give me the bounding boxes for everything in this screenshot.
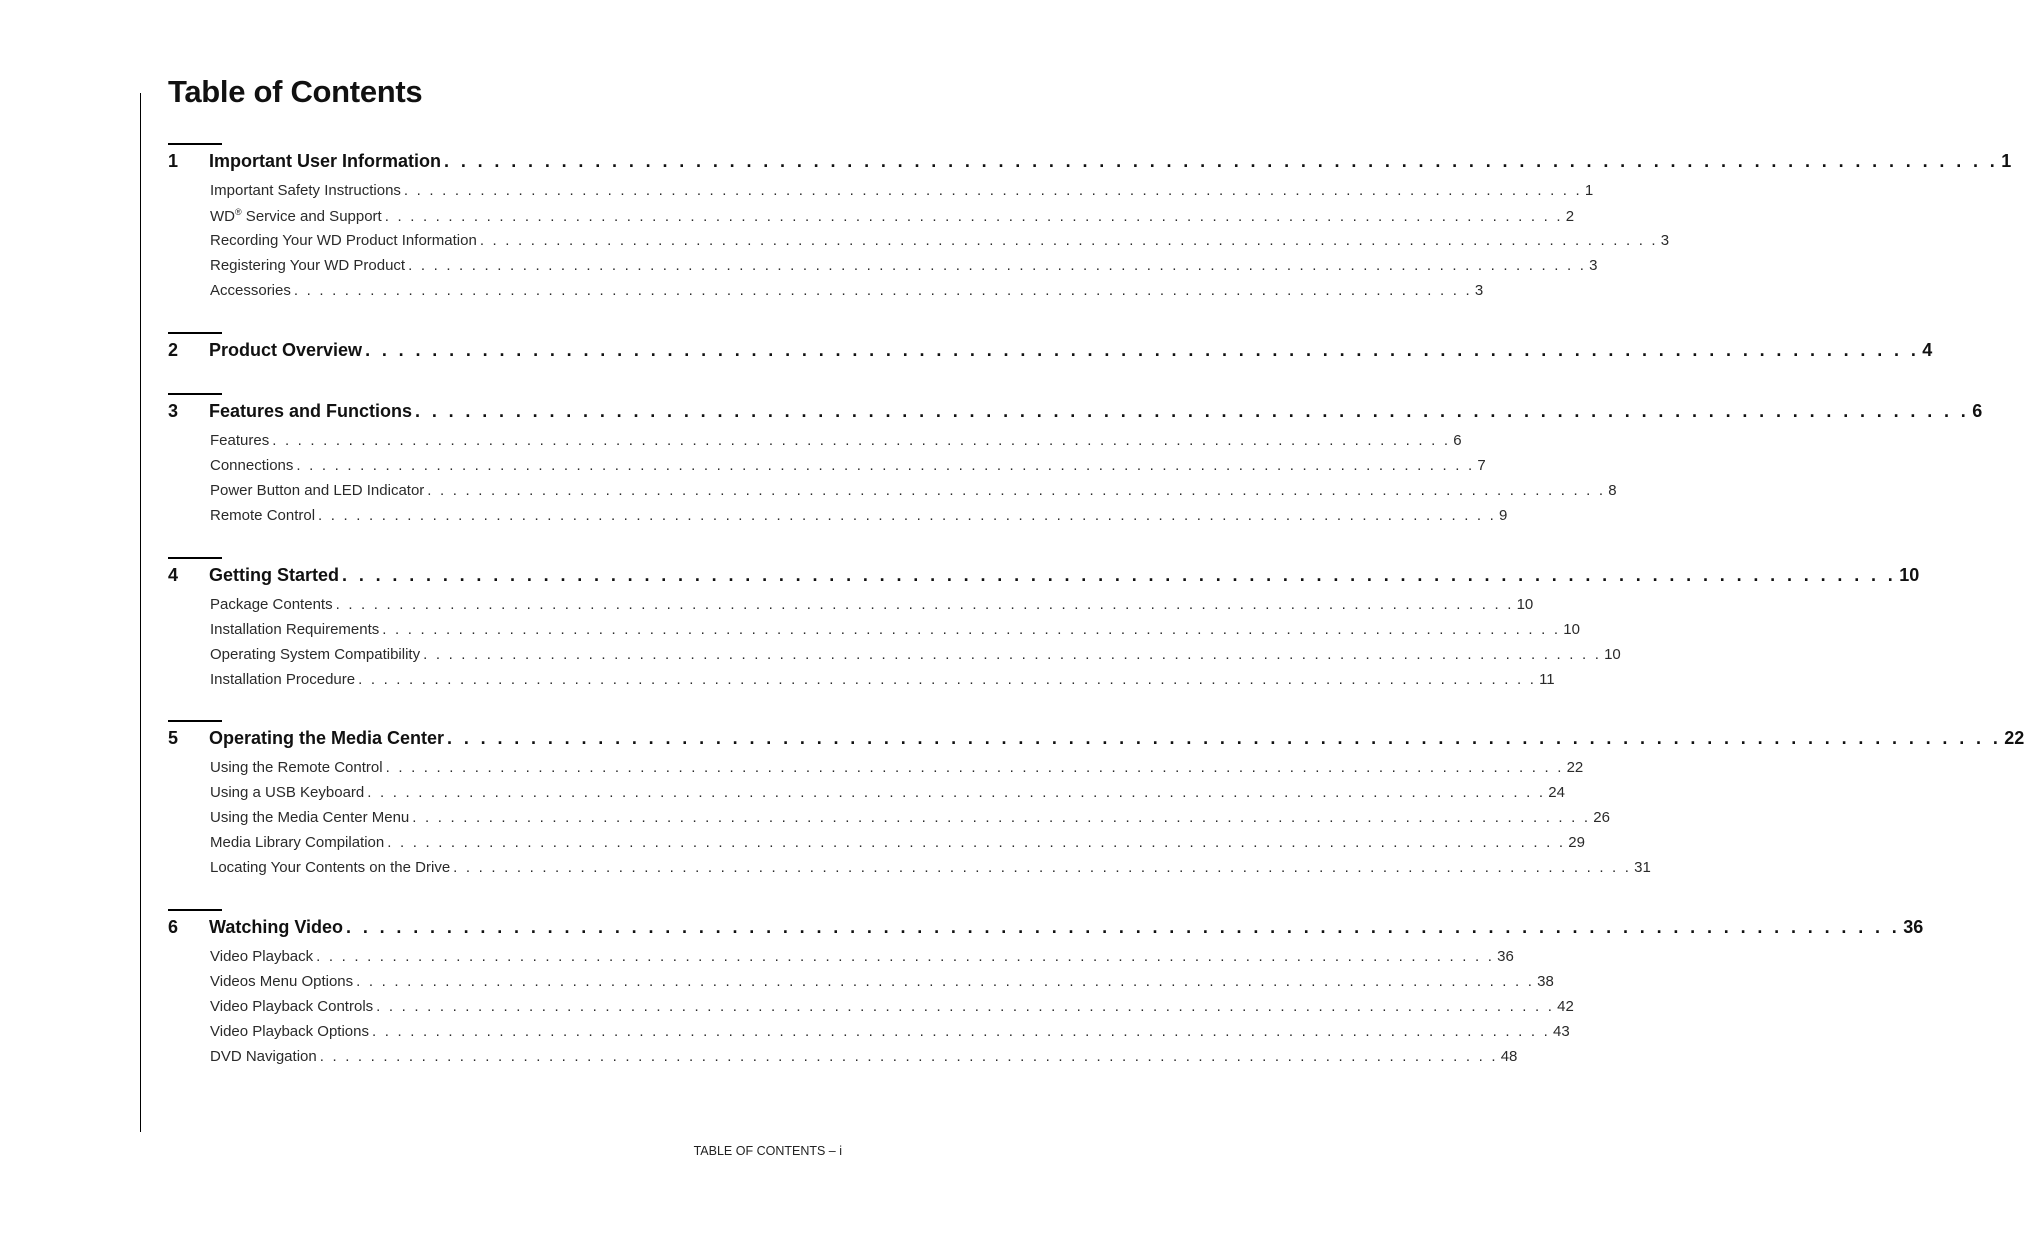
section-item[interactable] (210, 432, 1462, 457)
section-item[interactable] (210, 596, 1534, 621)
chapter-title: Getting Started (209, 565, 340, 585)
section-title-brand: WD (210, 208, 235, 225)
section-title: Registering Your WD Product (210, 257, 406, 274)
dot-leader: . . . . . . . . . . . . . . . . . . . . . . . . . . . . . . . . . . . . . . . . . . . . . . . . . . . . . . . . . . . . . . . . . . . . . . . . . . . . . . . . . . . . . . . . . . . . . (296, 457, 1475, 474)
chapter-2-heading[interactable] (168, 340, 1933, 362)
section-item[interactable] (210, 784, 1565, 809)
section-page: 11 (1539, 671, 1555, 688)
dot-leader: . . . . . . . . . . . . . . . . . . . . . . . . . . . . . . . . . . . . . . . . . . . . . . . . . . . . . . . . . . . . . . . . . . . . . . . . . . . . . . . . . . . . . . . . . . . . . (372, 1023, 1550, 1040)
section-title: Remote Control (210, 507, 316, 524)
chapter-number: 6 (168, 917, 179, 937)
chapter-4 (168, 557, 1920, 720)
chapter-page: 1 (2001, 151, 2012, 171)
section-page: 9 (1499, 507, 1508, 524)
chapter-3-heading[interactable] (168, 401, 1983, 423)
section-item[interactable] (210, 759, 1584, 784)
section-item[interactable] (210, 507, 1508, 532)
section-item[interactable] (210, 1023, 1570, 1048)
dot-leader: . . . . . . . . . . . . . . . . . . . . . . . . . . . . . . . . . . . . . . . . . . . . . . . . . . . . . . . . . . . . . . . . . . . . . . . . . . . . . . . . . . . . . . . . . . . . . (384, 208, 1563, 225)
section-title: Installation Procedure (210, 671, 356, 688)
section-item[interactable] (210, 671, 1555, 696)
section-list (168, 596, 1621, 696)
chapter-4-heading[interactable] (168, 565, 1920, 587)
section-item[interactable] (210, 973, 1554, 998)
section-title: Using a USB Keyboard (210, 784, 365, 801)
section-item[interactable] (210, 948, 1514, 973)
section-title: Connections (210, 457, 294, 474)
dot-leader: . . . . . . . . . . . . . . . . . . . . . . . . . . . . . . . . . . . . . . . . . . . . . . . . . . . . . . . . . . . . . . . . . . . . . . . . . . . . . . . . . . . . . . . . . . . . . (423, 646, 1602, 663)
dot-leader: . . . . . . . . . . . . . . . . . . . . . . . . . . . . . . . . . . . . . . . . . . . . . . . . . . . . . . . . . . . . . . . . . . . . . . . . . . . . . . . . . . . . . . . . . . . . . (427, 482, 1606, 499)
chapter-number: 1 (168, 151, 179, 171)
section-item[interactable] (210, 207, 1575, 232)
dot-leader: . . . . . . . . . . . . . . . . . . . . . . . . . . . . . . . . . . . . . . . . . . . . . . . . . . . . . . . . . . . . . . . . . . . . . . . . . . . . . . . . . . . . . . . . . . . . . (319, 1048, 1498, 1065)
chapter-rule (168, 332, 222, 334)
chapter-page: 10 (1899, 565, 1920, 585)
section-title: Installation Requirements (210, 621, 380, 638)
margin-rule (140, 93, 141, 1132)
section-page: 29 (1568, 834, 1585, 851)
section-item[interactable] (210, 257, 1598, 282)
section-page: 38 (1537, 973, 1554, 990)
section-page: 36 (1497, 948, 1514, 965)
chapter-6 (168, 909, 1924, 1073)
section-page: 22 (1566, 759, 1584, 776)
chapter-2 (168, 332, 1933, 393)
section-page: 6 (1453, 432, 1462, 449)
section-page: 2 (1565, 208, 1575, 225)
dot-leader: . . . . . . . . . . . . . . . . . . . . . . . . . . . . . . . . . . . . . . . . . . . . . . . . . . . . . . . . . . . . . . . . . . . . . . . . . . . . . . . . . . . . . . . . . . . . . (365, 340, 1920, 360)
dot-leader: . . . . . . . . . . . . . . . . . . . . . . . . . . . . . . . . . . . . . . . . . . . . . . . . . . . . . . . . . . . . . . . . . . . . . . . . . . . . . . . . . . . . . . . . . . . . . (403, 182, 1582, 199)
dot-leader: . . . . . . . . . . . . . . . . . . . . . . . . . . . . . . . . . . . . . . . . . . . . . . . . . . . . . . . . . . . . . . . . . . . . . . . . . . . . . . . . . . . . . . . . . . . . . (342, 565, 1897, 585)
dot-leader: . . . . . . . . . . . . . . . . . . . . . . . . . . . . . . . . . . . . . . . . . . . . . . . . . . . . . . . . . . . . . . . . . . . . . . . . . . . . . . . . . . . . . . . . . . . . . (453, 859, 1632, 876)
section-title: Recording Your WD Product Information (210, 232, 477, 249)
chapter-rule (168, 909, 222, 911)
dot-leader: . . . . . . . . . . . . . . . . . . . . . . . . . . . . . . . . . . . . . . . . . . . . . . . . . . . . . . . . . . . . . . . . . . . . . . . . . . . . . . . . . . . . . . . . . . . . . (335, 596, 1514, 613)
section-item[interactable] (210, 232, 1670, 257)
section-item[interactable] (210, 834, 1585, 859)
section-title: Features (210, 432, 270, 449)
section-title: Operating System Compatibility (210, 646, 421, 663)
dot-leader: . . . . . . . . . . . . . . . . . . . . . . . . . . . . . . . . . . . . . . . . . . . . . . . . . . . . . . . . . . . . . . . . . . . . . . . . . . . . . . . . . . . . . . . . . . . . . (415, 401, 1970, 421)
section-title: Videos Menu Options (210, 973, 354, 990)
section-item[interactable] (210, 621, 1580, 646)
dot-leader: . . . . . . . . . . . . . . . . . . . . . . . . . . . . . . . . . . . . . . . . . . . . . . . . . . . . . . . . . . . . . . . . . . . . . . . . . . . . . . . . . . . . . . . . . . . . . (293, 282, 1472, 299)
section-page: 1 (1584, 182, 1594, 199)
section-item[interactable] (210, 998, 1574, 1023)
chapter-5 (168, 720, 2024, 909)
chapter-number: 2 (168, 340, 179, 360)
section-page: 3 (1474, 282, 1484, 299)
section-page: 3 (1589, 257, 1598, 274)
chapter-title: Operating the Media Center (209, 728, 445, 748)
section-item[interactable] (210, 457, 1486, 482)
dot-leader: . . . . . . . . . . . . . . . . . . . . . . . . . . . . . . . . . . . . . . . . . . . . . . . . . . . . . . . . . . . . . . . . . . . . . . . . . . . . . . . . . . . . . . . . . . . . . (382, 621, 1561, 638)
section-page: 31 (1634, 859, 1651, 876)
chapter-3 (168, 393, 1983, 557)
section-page: 24 (1548, 784, 1565, 801)
chapter-5-heading[interactable] (168, 728, 2024, 750)
dot-leader: . . . . . . . . . . . . . . . . . . . . . . . . . . . . . . . . . . . . . . . . . . . . . . . . . . . . . . . . . . . . . . . . . . . . . . . . . . . . . . . . . . . . . . . . . . . . . (412, 809, 1591, 826)
section-title: Media Library Compilation (210, 834, 385, 851)
chapter-title: Features and Functions (209, 401, 413, 421)
section-item[interactable] (210, 859, 1651, 884)
chapter-title: Product Overview (209, 340, 363, 360)
section-item[interactable] (210, 1048, 1518, 1073)
dot-leader: . . . . . . . . . . . . . . . . . . . . . . . . . . . . . . . . . . . . . . . . . . . . . . . . . . . . . . . . . . . . . . . . . . . . . . . . . . . . . . . . . . . . . . . . . . . . . (358, 671, 1537, 688)
section-page: 42 (1557, 998, 1574, 1015)
dot-leader: . . . . . . . . . . . . . . . . . . . . . . . . . . . . . . . . . . . . . . . . . . . . . . . . . . . . . . . . . . . . . . . . . . . . . . . . . . . . . . . . . . . . . . . . . . . . . (318, 507, 1497, 524)
section-page: 43 (1552, 1023, 1570, 1040)
section-item[interactable] (210, 182, 1594, 207)
section-page: 7 (1477, 457, 1486, 474)
section-title-rest: Service and Support (241, 208, 382, 225)
section-list (168, 432, 1617, 532)
section-item[interactable] (210, 482, 1617, 507)
section-page: 26 (1593, 809, 1610, 826)
section-title: Video Playback Options (210, 1023, 369, 1040)
section-item[interactable] (210, 646, 1621, 671)
registered-mark: ® (235, 207, 242, 217)
section-title: Locating Your Contents on the Drive (210, 859, 451, 876)
dot-leader: . . . . . . . . . . . . . . . . . . . . . . . . . . . . . . . . . . . . . . . . . . . . . . . . . . . . . . . . . . . . . . . . . . . . . . . . . . . . . . . . . . . . . . . . . . . . . (385, 759, 1564, 776)
chapter-page: 6 (1972, 401, 1983, 421)
chapter-title: Watching Video (209, 917, 344, 937)
page-footer: TABLE OF CONTENTS – i (693, 1144, 842, 1158)
section-title: Accessories (210, 282, 291, 299)
chapter-page: 22 (2004, 728, 2024, 748)
section-item[interactable] (210, 282, 1484, 307)
section-title: Important Safety Instructions (210, 182, 401, 199)
chapter-page: 36 (1903, 917, 1924, 937)
section-title: Power Button and LED Indicator (210, 482, 425, 499)
chapter-number: 4 (168, 565, 179, 585)
dot-leader: . . . . . . . . . . . . . . . . . . . . . . . . . . . . . . . . . . . . . . . . . . . . . . . . . . . . . . . . . . . . . . . . . . . . . . . . . . . . . . . . . . . . . . . . . . . . . (408, 257, 1587, 274)
dot-leader: . . . . . . . . . . . . . . . . . . . . . . . . . . . . . . . . . . . . . . . . . . . . . . . . . . . . . . . . . . . . . . . . . . . . . . . . . . . . . . . . . . . . . . . . . . . . . (479, 232, 1658, 249)
section-page: 10 (1563, 621, 1580, 638)
chapter-rule (168, 720, 222, 722)
chapter-1-heading[interactable] (168, 151, 2012, 173)
section-page: 3 (1660, 232, 1670, 249)
dot-leader: . . . . . . . . . . . . . . . . . . . . . . . . . . . . . . . . . . . . . . . . . . . . . . . . . . . . . . . . . . . . . . . . . . . . . . . . . . . . . . . . . . . . . . . . . . . . . (367, 784, 1546, 801)
section-title: DVD Navigation (210, 1048, 317, 1065)
section-title (210, 207, 382, 225)
section-title: Video Playback (210, 948, 314, 965)
chapter-title: Important User Information (209, 151, 442, 171)
dot-leader: . . . . . . . . . . . . . . . . . . . . . . . . . . . . . . . . . . . . . . . . . . . . . . . . . . . . . . . . . . . . . . . . . . . . . . . . . . . . . . . . . . . . . . . . . . . . . (447, 728, 2002, 748)
table-of-contents (168, 143, 2024, 1073)
section-title: Video Playback Controls (210, 998, 374, 1015)
dot-leader: . . . . . . . . . . . . . . . . . . . . . . . . . . . . . . . . . . . . . . . . . . . . . . . . . . . . . . . . . . . . . . . . . . . . . . . . . . . . . . . . . . . . . . . . . . . . . (346, 917, 1901, 937)
section-title: Using the Media Center Menu (210, 809, 410, 826)
section-item[interactable] (210, 809, 1610, 834)
section-title: Package Contents (210, 596, 333, 613)
dot-leader: . . . . . . . . . . . . . . . . . . . . . . . . . . . . . . . . . . . . . . . . . . . . . . . . . . . . . . . . . . . . . . . . . . . . . . . . . . . . . . . . . . . . . . . . . . . . . (387, 834, 1566, 851)
section-page: 48 (1500, 1048, 1518, 1065)
dot-leader: . . . . . . . . . . . . . . . . . . . . . . . . . . . . . . . . . . . . . . . . . . . . . . . . . . . . . . . . . . . . . . . . . . . . . . . . . . . . . . . . . . . . . . . . . . . . . (356, 973, 1535, 990)
section-page: 10 (1516, 596, 1534, 613)
section-list (168, 948, 1574, 1073)
chapter-rule (168, 557, 222, 559)
section-page: 10 (1604, 646, 1621, 663)
chapter-6-heading[interactable] (168, 917, 1924, 939)
chapter-page: 4 (1922, 340, 1933, 360)
section-list (168, 182, 1670, 307)
section-list (168, 759, 1651, 884)
section-page: 8 (1608, 482, 1617, 499)
chapter-1 (168, 143, 2012, 332)
section-title: Using the Remote Control (210, 759, 383, 776)
page-title: Table of Contents (168, 74, 423, 109)
chapter-number: 5 (168, 728, 179, 748)
dot-leader: . . . . . . . . . . . . . . . . . . . . . . . . . . . . . . . . . . . . . . . . . . . . . . . . . . . . . . . . . . . . . . . . . . . . . . . . . . . . . . . . . . . . . . . . . . . . . (376, 998, 1555, 1015)
dot-leader: . . . . . . . . . . . . . . . . . . . . . . . . . . . . . . . . . . . . . . . . . . . . . . . . . . . . . . . . . . . . . . . . . . . . . . . . . . . . . . . . . . . . . . . . . . . . . (316, 948, 1495, 965)
dot-leader: . . . . . . . . . . . . . . . . . . . . . . . . . . . . . . . . . . . . . . . . . . . . . . . . . . . . . . . . . . . . . . . . . . . . . . . . . . . . . . . . . . . . . . . . . . . . . (272, 432, 1451, 449)
chapter-number: 3 (168, 401, 179, 421)
dot-leader: . . . . . . . . . . . . . . . . . . . . . . . . . . . . . . . . . . . . . . . . . . . . . . . . . . . . . . . . . . . . . . . . . . . . . . . . . . . . . . . . . . . . . . . . . . . . . (444, 151, 1999, 171)
chapter-rule (168, 393, 222, 395)
chapter-rule (168, 143, 222, 145)
